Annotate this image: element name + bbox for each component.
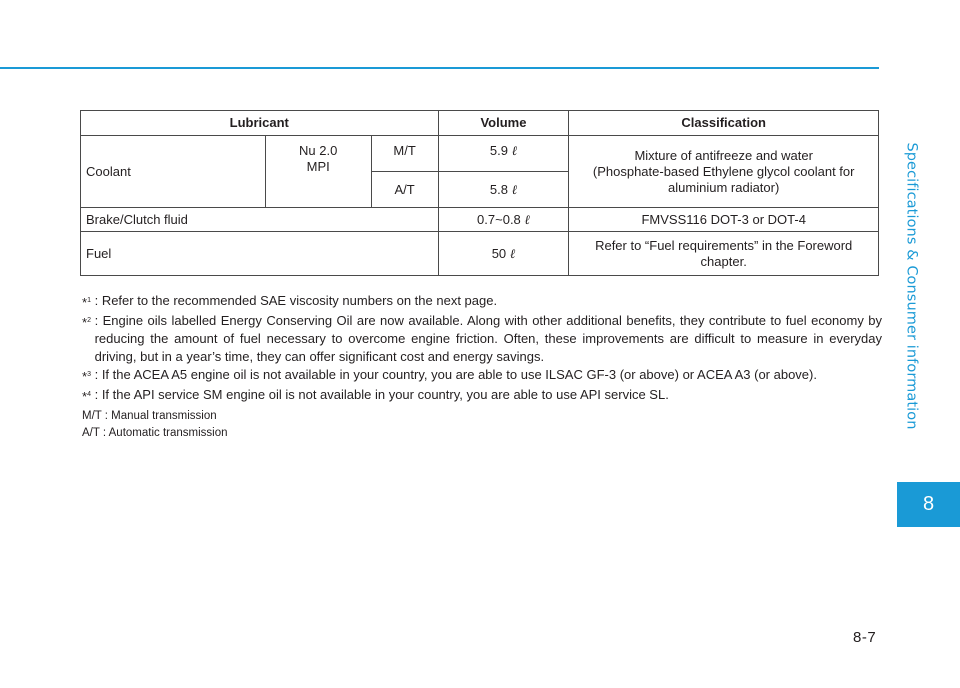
footnote-number: 4 [87, 391, 91, 398]
footnote-marker [82, 292, 95, 312]
fuel-volume-cell [438, 232, 569, 276]
footnote-star: * [82, 389, 88, 404]
chapter-tab[interactable] [897, 482, 960, 527]
footnote-text: : If the ACEA A5 engine oil is not available in your country, you are able to use ILSAC GF-3 (or above) or ACEA A3 (or above). [94, 367, 817, 382]
table-header-row [81, 111, 879, 136]
footnote-4 [82, 386, 882, 406]
brake-volume-cell [438, 208, 569, 232]
footnote-number: 2 [87, 317, 91, 324]
coolant-engine [265, 136, 371, 208]
footnote-1 [82, 292, 882, 312]
footnote-2 [82, 312, 882, 366]
footnote-text: : Engine oils labelled Energy Conserving Oil are now available. Along with other additional benefits, they contribute to fuel economy by reducing the amount of fuel necessary to overcome engine friction. Often, these improvements are difficult to measure in everyday driving, but in a year’s time, they can offer significant cost and energy savings. [94, 313, 882, 364]
abbreviation-at: A/T : Automatic transmission [82, 427, 228, 439]
fuel-classification: Refer to “Fuel requirements” in the Foreword chapter. [569, 232, 879, 276]
lubricant-table [80, 110, 879, 276]
mt-label: M/T [371, 136, 438, 172]
header-volume: Volume [438, 111, 569, 136]
footnote-marker [82, 312, 95, 366]
fuel-label: Fuel [81, 232, 439, 276]
liter-unit: ℓ [511, 181, 518, 197]
table-row [81, 232, 879, 276]
footnotes [82, 292, 882, 442]
coolant-label: Coolant [81, 136, 266, 208]
chapter-number: 8 [922, 493, 935, 515]
table-row [81, 136, 879, 172]
liter-unit: ℓ [524, 211, 530, 227]
mt-volume: 5.9 [489, 143, 508, 158]
fuel-volume: 50 [491, 245, 507, 261]
footnote-marker [82, 366, 95, 386]
footnote-text: : If the API service SM engine oil is not available in your country, you are able to use API service SL. [94, 387, 669, 402]
liter-unit: ℓ [509, 245, 516, 261]
footnote-marker [82, 386, 95, 406]
classification-line-1: Mixture of antifreeze and water [634, 147, 813, 163]
chapter-side-title [897, 90, 927, 482]
header-lubricant: Lubricant [81, 111, 439, 136]
brake-volume: 0.7~0.8 [477, 211, 521, 227]
header-rule [0, 67, 879, 69]
at-label: A/T [371, 172, 438, 208]
mt-volume-cell [438, 136, 569, 172]
engine-line-2: MPI [306, 159, 330, 174]
brake-label: Brake/Clutch fluid [81, 208, 439, 232]
table-row [81, 208, 879, 232]
footnote-star: * [82, 315, 88, 330]
brake-classification: FMVSS116 DOT-3 or DOT-4 [569, 208, 879, 232]
header-classification: Classification [569, 111, 879, 136]
footnote-star: * [82, 295, 88, 310]
liter-unit: ℓ [511, 143, 518, 158]
chapter-title-text: Specifications & Consumer information [904, 142, 921, 430]
footnote-number: 3 [87, 371, 91, 378]
coolant-classification [569, 136, 879, 208]
classification-line-2: (Phosphate-based Ethylene glycol coolant for aluminium radiator) [592, 163, 855, 195]
at-volume-cell [438, 172, 569, 208]
page-number: 8-7 [853, 629, 877, 646]
footnote-3 [82, 366, 882, 386]
at-volume: 5.8 [489, 181, 508, 197]
engine-line-1: Nu 2.0 [299, 143, 338, 158]
footnote-star: * [82, 369, 88, 384]
footnote-number: 1 [87, 297, 91, 304]
abbreviation-mt: M/T : Manual transmission [82, 410, 217, 422]
footnote-text: : Refer to the recommended SAE viscosity numbers on the next page. [94, 293, 498, 308]
